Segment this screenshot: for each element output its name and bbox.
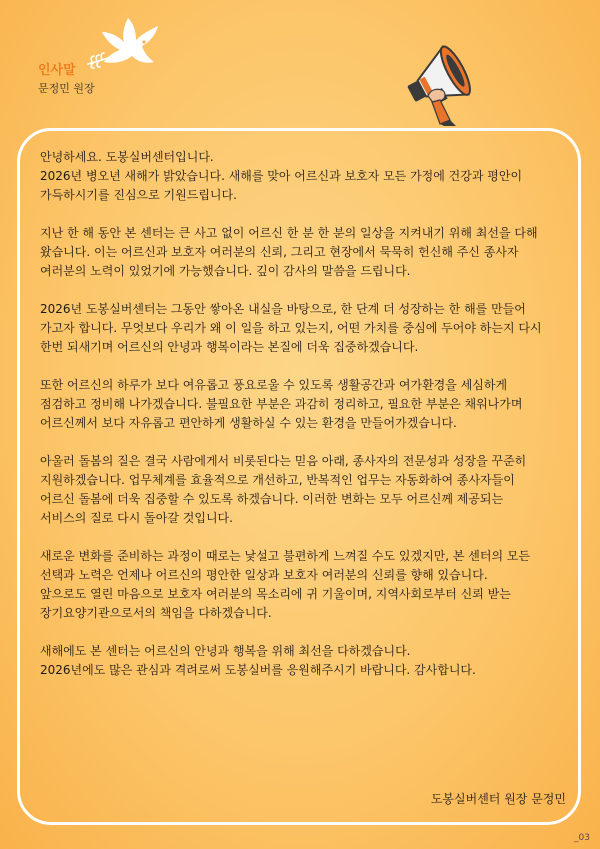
letter-paragraph-5: 아울러 돌봄의 질은 결국 사람에게서 비롯된다는 믿음 아래, 종사자의 전문성과 성장을 꾸준히 지원하겠습니다. 업무체계를 효율적으로 개선하고, 반복적인 업무는 자동화하여 종사자들이 어르신 돌봄에 더욱 집중할 수 있도록 하겠습니다. 이러한 변화는 모두 어르신께 제공되는 서비스의 질로 다시 돌아갈 것입니다. [40,454,527,525]
signature: 도봉실버센터 원장 문정민 [430,792,566,806]
page-subtitle: 문정민 원장 [38,82,95,95]
letter-paragraph-1: 안녕하세요. 도봉실버센터입니다. 2026년 병오년 새해가 밝았습니다. 새해를 맞아 어르신과 보호자 모든 가정에 건강과 평안이 가득하시기를 진심으로 기원드립니다. [40,150,523,202]
letter-paragraph-2: 지난 한 해 동안 본 센터는 큰 사고 없이 어르신 한 분 한 분의 일상을 지켜내기 위해 최선을 다해 왔습니다. 이는 어르신과 보호자 여러분의 신뢰, 그리고 현장에서 묵묵히 헌신해 주신 종사자 여러분의 노력이 있었기에 가능했습니다. 깊이 감사의 말씀을 드립니다. [40,226,538,278]
heading-block [38,63,95,97]
page-number: _03 [574,833,590,843]
dove-icon [84,12,164,84]
megaphone-icon [400,30,496,126]
letter-paragraph-4: 또한 어르신의 하루가 보다 여유롭고 풍요로울 수 있도록 생활공간과 여가환경을 세심하게 점검하고 정비해 나가겠습니다. 불필요한 부분은 과감히 정리하고, 필요한 부분은 채워나가며 어르신께서 보다 자유롭고 편안하게 생활하실 수 있는 환경을 만들어가겠습니다. [40,378,523,430]
letter-paragraph-7: 새해에도 본 센터는 어르신의 안녕과 행복을 위해 최선을 다하겠습니다. 2026년에도 많은 관심과 격려로써 도봉실버를 응원해주시기 바랍니다. 감사합니다. [40,644,476,677]
letter-body [40,148,570,688]
letter-paragraph-3: 2026년 도봉실버센터는 그동안 쌓아온 내실을 바탕으로, 한 단계 더 성장하는 한 해를 만들어 가고자 합니다. 무엇보다 우리가 왜 이 일을 하고 있는지, 어떤 가치를 중심에 두어야 하는지 다시 한번 되새기며 어르신의 안녕과 행복이라는 본질에 더욱 집중하겠습니다. [40,302,542,354]
letter-paragraph-6: 새로운 변화를 준비하는 과정이 때로는 낯설고 불편하게 느껴질 수도 있겠지만, 본 센터의 모든 선택과 노력은 언제나 어르신의 평안한 일상과 보호자 여러분의 신뢰를 향해 있습니다. 앞으로도 열린 마음으로 보호자 여러분의 목소리에 귀 기울이며, 지역사회로부터 신뢰 받는 장기요양기관으로서의 책임을 다하겠습니다. [40,549,531,620]
page-title: 인사말 [38,63,76,78]
